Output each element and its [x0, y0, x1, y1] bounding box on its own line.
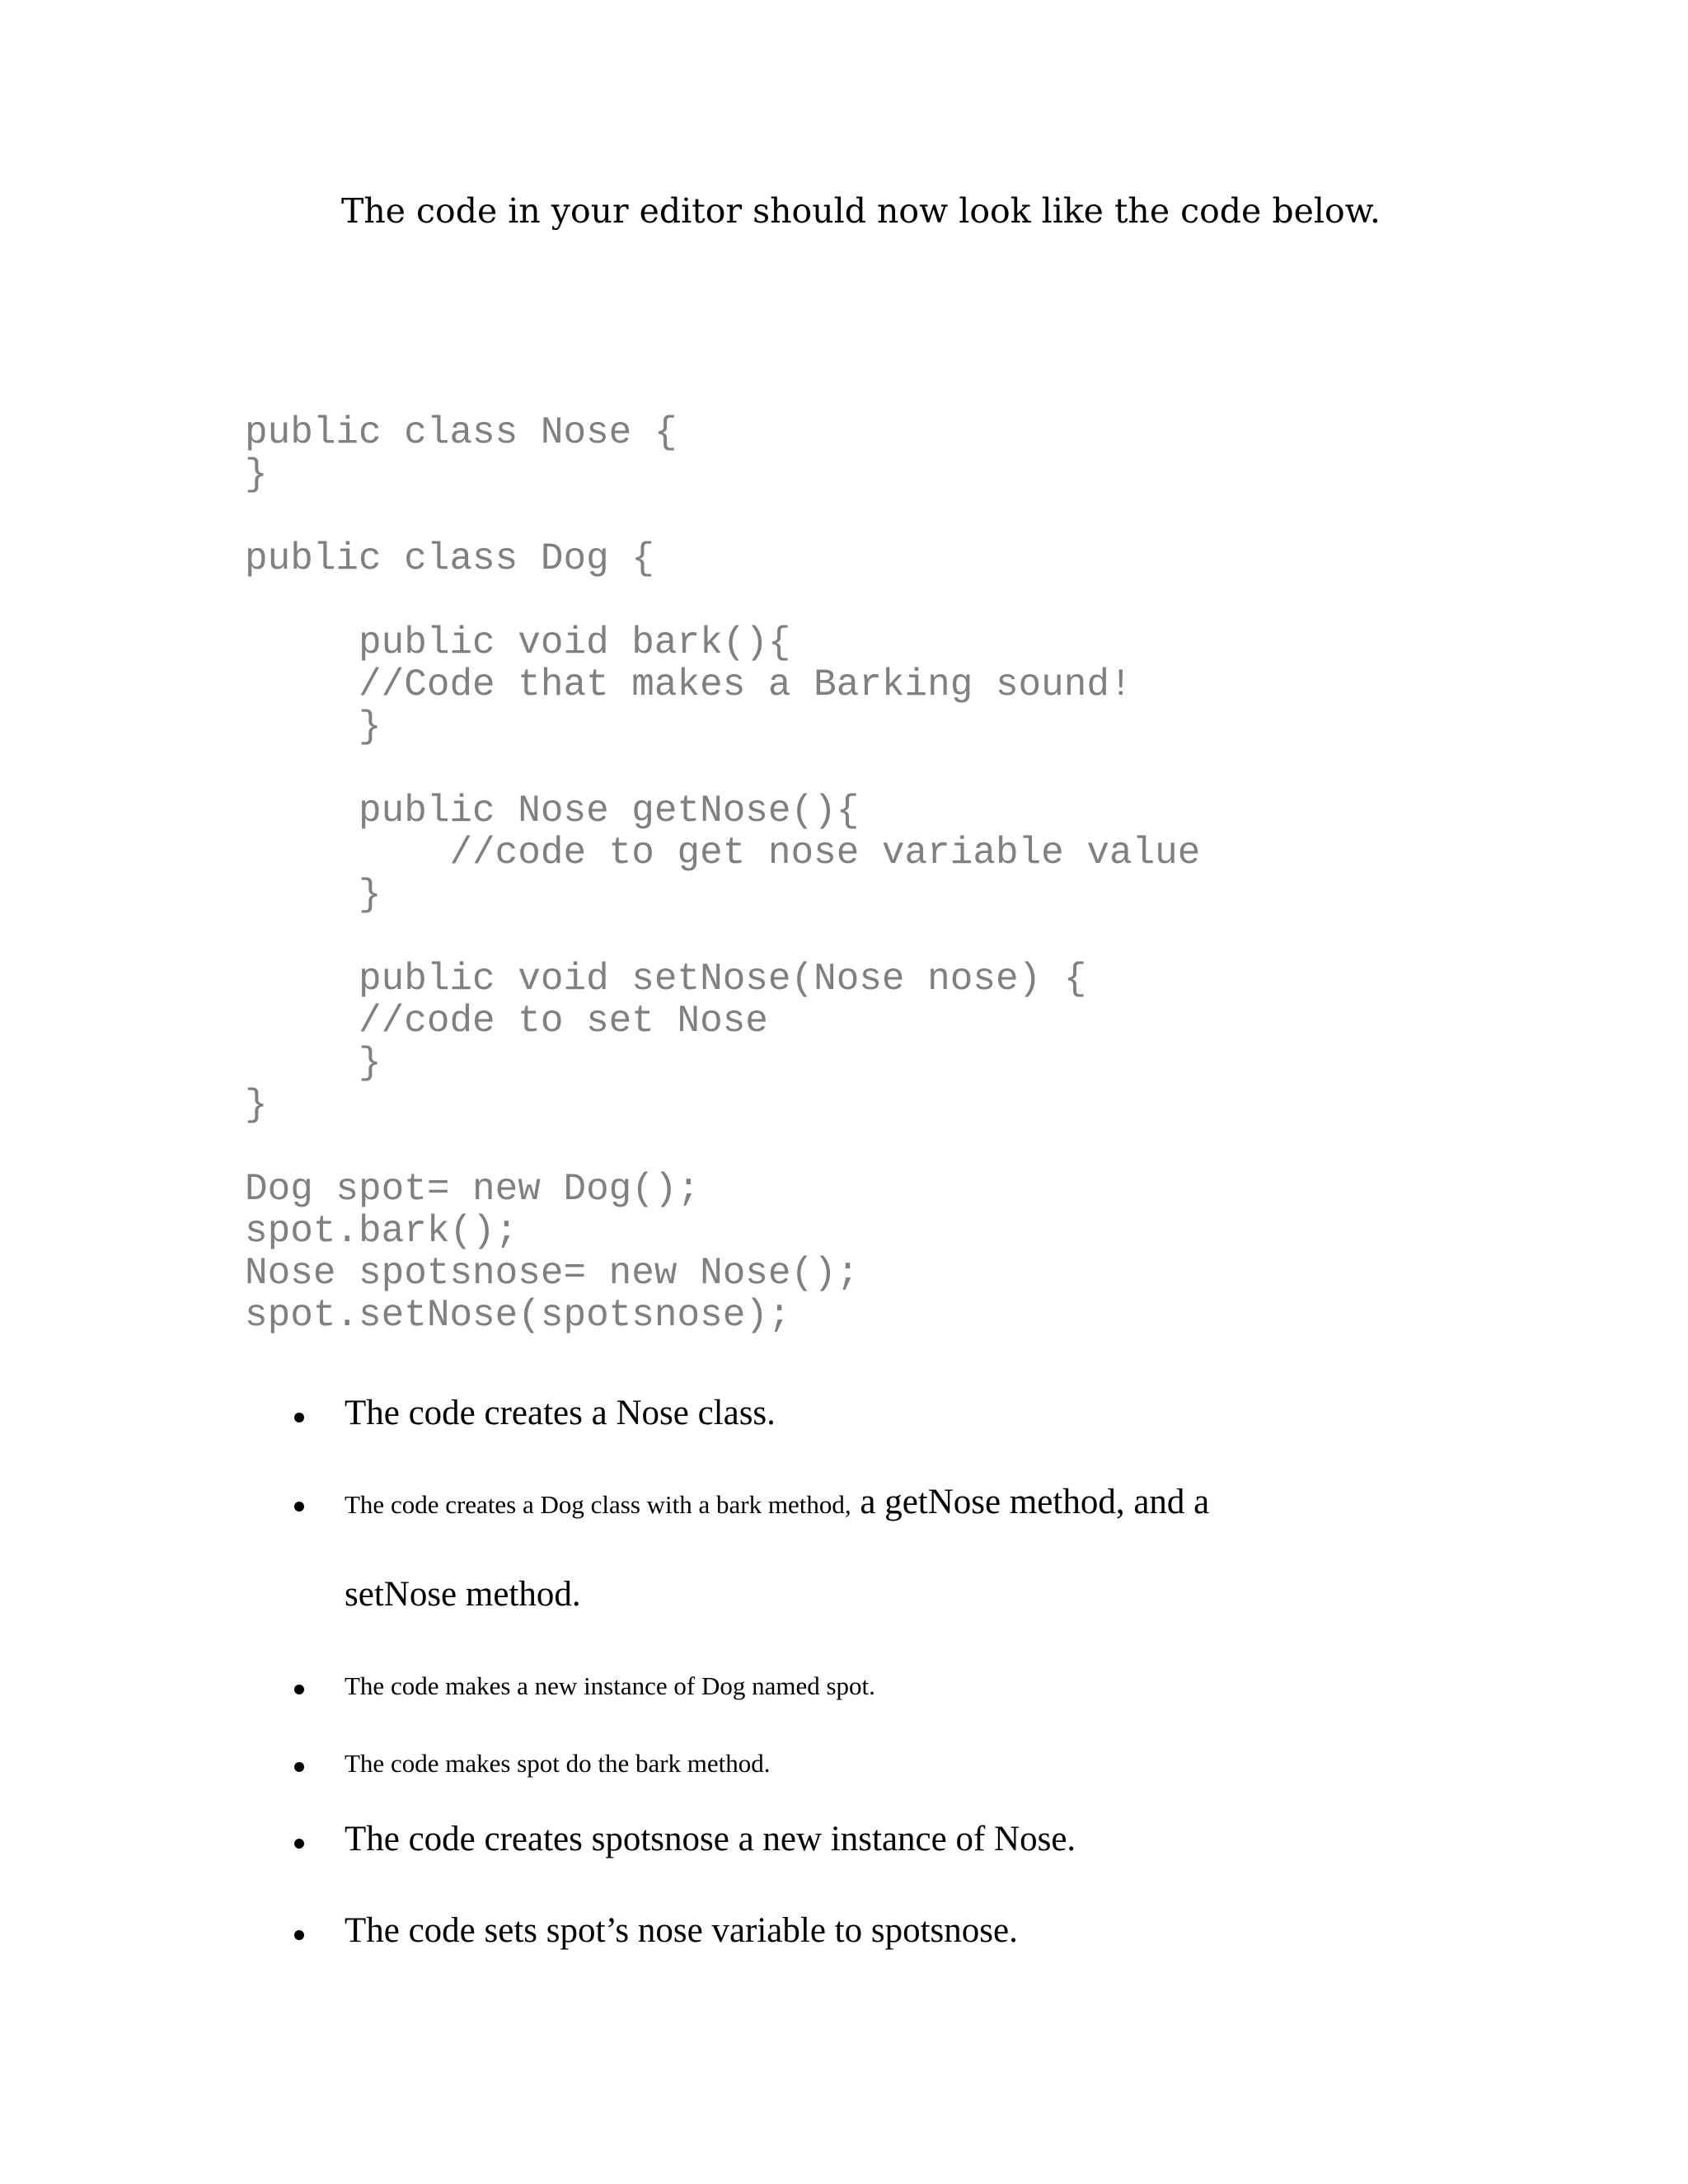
code-line: spot.bark(); [245, 1210, 518, 1253]
bullet-icon [294, 1930, 304, 1940]
code-block [245, 412, 1200, 1337]
code-line [245, 580, 1200, 622]
code-line: } [245, 1084, 268, 1127]
code-line [245, 916, 1200, 958]
bullet-text-large: a getNose method, and a [851, 1483, 1210, 1521]
bullet-text: The code sets spot’s nose variable to spotsnose. [345, 1911, 1018, 1950]
bullet-text: The code makes a new instance of Dog named spot. [345, 1671, 875, 1700]
bullet-text: The code creates spotsnose a new instance of Nose. [345, 1820, 1076, 1858]
code-line: public class Dog { [245, 537, 654, 580]
code-line [245, 748, 1200, 790]
code-line: } [245, 1042, 382, 1085]
code-line: public void bark(){ [245, 621, 791, 664]
bullet-text-small: The code creates a Dog class with a bark method, [345, 1490, 851, 1519]
bullet-icon [294, 1839, 304, 1849]
code-line [245, 496, 1200, 538]
code-line: Nose spotsnose= new Nose(); [245, 1252, 860, 1295]
code-line: } [245, 705, 382, 748]
bullet-icon [294, 1762, 304, 1772]
bullet-continuation: setNose method. [345, 1575, 581, 1614]
bullet-text: The code creates a Nose class. [345, 1394, 776, 1432]
code-line: public Nose getNose(){ [245, 790, 860, 832]
code-line [245, 1127, 1200, 1169]
bullet-icon [294, 1685, 304, 1694]
code-line: //Code that makes a Barking sound! [245, 663, 1132, 706]
code-line: } [245, 874, 382, 916]
code-line: spot.setNose(spotsnose); [245, 1294, 791, 1337]
bullet-text [345, 1482, 1209, 1522]
code-line: } [245, 453, 268, 496]
code-line: Dog spot= new Dog(); [245, 1168, 701, 1211]
intro-text: The code in your editor should now look like the code below. [341, 191, 1381, 231]
code-line: //code to get nose variable value [245, 832, 1201, 874]
bullet-text: The code makes spot do the bark method. [345, 1749, 771, 1778]
code-line: public class Nose { [245, 411, 678, 454]
bullet-icon [294, 1502, 304, 1511]
bullet-icon [294, 1413, 304, 1422]
code-line: //code to set Nose [245, 1000, 768, 1043]
code-line: public void setNose(Nose nose) { [245, 958, 1087, 1001]
